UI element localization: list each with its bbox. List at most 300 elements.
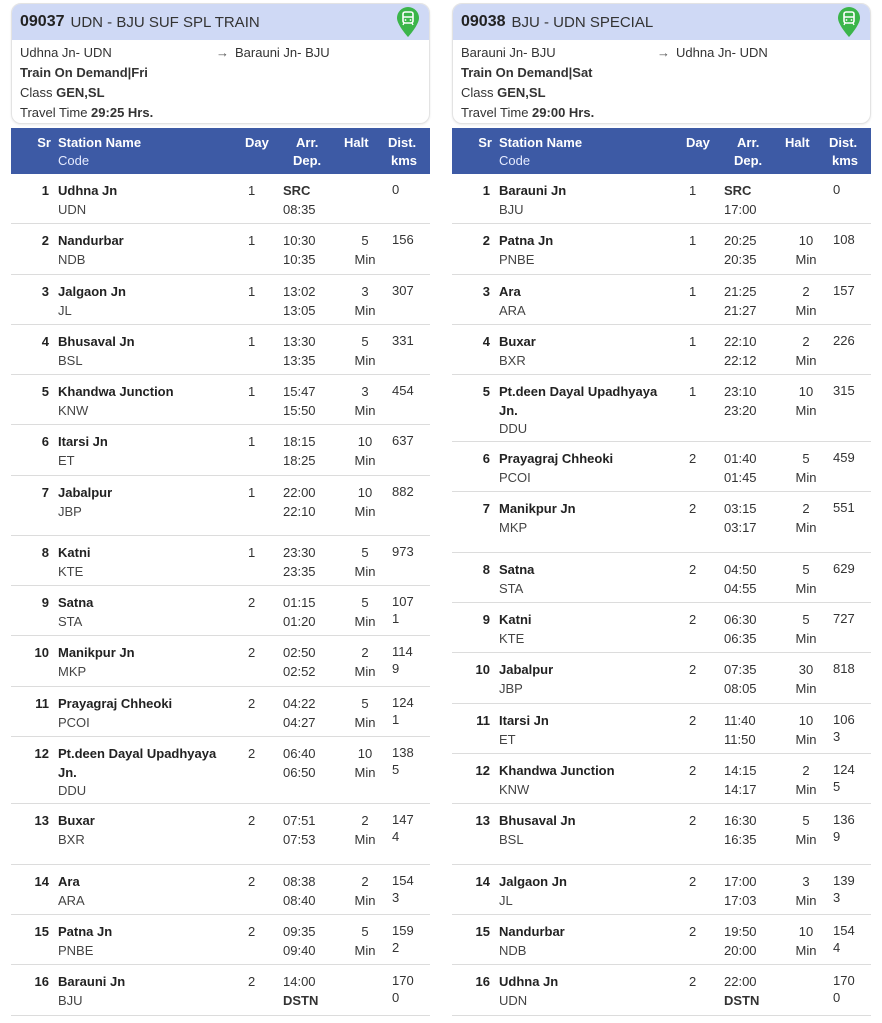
distance-kms: 882 <box>392 484 414 499</box>
station-sr: 5 <box>41 384 49 399</box>
halt-unit: Min <box>795 252 817 267</box>
class-info <box>461 83 862 103</box>
departure-time: 18:25 <box>283 453 316 468</box>
station-row[interactable] <box>452 375 871 442</box>
station-code: MKP <box>499 520 528 535</box>
arrival-time: 21:25 <box>724 284 757 299</box>
station-name: Manikpur Jn <box>499 501 576 516</box>
distance-kms: 637 <box>392 433 414 448</box>
distance-kms: 170 0 <box>392 973 414 1005</box>
distance-kms: 136 9 <box>833 812 855 844</box>
run-info <box>20 63 421 83</box>
station-day: 1 <box>248 434 256 449</box>
station-day: 2 <box>689 662 697 677</box>
station-row[interactable] <box>452 754 871 804</box>
class-label: Class <box>20 85 53 100</box>
halt-value: 2 <box>361 813 369 828</box>
station-sr: 7 <box>41 485 49 500</box>
halt-duration <box>792 499 820 537</box>
halt-value: 5 <box>361 545 369 560</box>
station-day: 1 <box>689 183 697 198</box>
station-code: MKP <box>58 664 87 679</box>
station-name: Katni <box>58 545 91 560</box>
header-dist: Dist. <box>388 135 417 150</box>
arrival-time: 07:35 <box>724 662 757 677</box>
station-day: 1 <box>248 485 256 500</box>
station-name: Buxar <box>499 334 536 349</box>
train-number: 09037 <box>20 13 65 30</box>
station-day: 2 <box>689 924 697 939</box>
arrival-time: 04:50 <box>724 562 757 577</box>
station-code: ARA <box>499 303 526 318</box>
station-sr: 16 <box>34 974 49 989</box>
distance-kms: 454 <box>392 383 414 398</box>
station-row[interactable] <box>452 492 871 553</box>
station-row[interactable] <box>11 804 430 865</box>
schedule-rows <box>452 174 871 1016</box>
distance-kms: 331 <box>392 333 414 348</box>
train-details <box>453 40 870 123</box>
station-name: Nandurbar <box>58 233 124 248</box>
station-day: 2 <box>248 924 256 939</box>
halt-duration <box>351 694 379 732</box>
halt-value: 5 <box>802 451 810 466</box>
station-sr: 13 <box>475 813 490 828</box>
station-code: JBP <box>58 504 82 519</box>
arrival-time: 23:30 <box>283 545 316 560</box>
station-row[interactable] <box>11 174 430 224</box>
station-row[interactable] <box>452 325 871 375</box>
departure-time: 01:20 <box>283 614 316 629</box>
class-label: Class <box>461 85 494 100</box>
halt-duration <box>792 332 820 370</box>
station-name: Nandurbar <box>499 924 565 939</box>
distance-kms: 629 <box>833 561 855 576</box>
station-name: Patna Jn <box>499 233 554 248</box>
station-sr: 15 <box>475 924 490 939</box>
station-name: Satna <box>58 595 94 610</box>
station-code: BSL <box>58 353 83 368</box>
arrival-time: 10:30 <box>283 233 316 248</box>
station-day: 2 <box>689 451 697 466</box>
departure-time: 11:50 <box>724 732 756 747</box>
halt-value: 5 <box>361 334 369 349</box>
train-info-card[interactable] <box>452 3 871 124</box>
halt-value: 10 <box>357 746 373 761</box>
station-day: 2 <box>248 645 256 660</box>
station-day: 2 <box>248 974 256 989</box>
station-row[interactable] <box>452 915 871 965</box>
station-day: 1 <box>689 233 697 248</box>
station-row[interactable] <box>11 687 430 737</box>
halt-value: 2 <box>361 874 369 889</box>
origin-station: Barauni Jn- BJU <box>461 45 556 60</box>
station-sr: 11 <box>35 696 49 711</box>
destination-station: Udhna Jn- UDN <box>676 45 768 60</box>
arrival-time: 22:00 <box>724 974 757 989</box>
halt-value: 10 <box>798 713 814 728</box>
halt-unit: Min <box>354 504 376 519</box>
train-title-bar <box>453 4 870 40</box>
halt-unit: Min <box>354 832 376 847</box>
station-day: 1 <box>689 284 697 299</box>
station-sr: 13 <box>34 813 49 828</box>
station-code: DDU <box>499 421 528 436</box>
arrival-time: 09:35 <box>283 924 316 939</box>
departure-time: 17:03 <box>724 893 757 908</box>
halt-value: 30 <box>798 662 814 677</box>
arrival-time: 04:22 <box>283 696 316 711</box>
departure-time: DSTN <box>283 993 319 1008</box>
distance-kms: 818 <box>833 661 855 676</box>
station-day: 2 <box>689 874 697 889</box>
station-day: 1 <box>248 284 256 299</box>
station-sr: 11 <box>476 713 490 728</box>
train-number: 09038 <box>461 13 506 30</box>
halt-unit: Min <box>795 681 817 696</box>
origin-station: Udhna Jn- UDN <box>20 45 112 60</box>
train-name: BJU - UDN SPECIAL <box>511 13 654 31</box>
station-day: 1 <box>248 384 256 399</box>
halt-unit: Min <box>795 403 817 418</box>
halt-duration <box>792 711 820 749</box>
station-row[interactable] <box>11 224 430 275</box>
station-row[interactable] <box>452 174 871 224</box>
arrival-time: 18:15 <box>283 434 316 449</box>
halt-unit: Min <box>795 520 817 535</box>
station-sr: 10 <box>475 662 490 677</box>
halt-duration <box>792 560 820 598</box>
distance-kms: 459 <box>833 450 855 465</box>
station-code: NDB <box>499 943 527 958</box>
halt-duration <box>351 972 379 991</box>
halt-value: 10 <box>357 485 373 500</box>
station-day: 2 <box>248 696 256 711</box>
route-line <box>20 43 421 63</box>
halt-duration <box>351 181 379 200</box>
departure-time: 06:50 <box>283 765 316 780</box>
departure-time: 13:35 <box>283 353 316 368</box>
arrow-right-icon: → <box>216 45 229 60</box>
header-halt: Halt <box>785 135 810 150</box>
distance-kms: 727 <box>833 611 855 626</box>
halt-value: 3 <box>802 874 810 889</box>
distance-kms: 307 <box>392 283 414 298</box>
halt-duration <box>792 231 820 269</box>
departure-time: 02:52 <box>283 664 316 679</box>
station-row[interactable] <box>452 603 871 653</box>
departure-time: 08:35 <box>283 202 316 217</box>
station-name: Jabalpur <box>58 485 113 500</box>
travel-time-value: 29:25 Hrs. <box>91 105 154 120</box>
distance-kms: 108 <box>833 232 855 247</box>
train-location-pin-icon[interactable] <box>836 6 862 38</box>
distance-kms: 124 1 <box>392 695 414 727</box>
station-sr: 9 <box>482 612 490 627</box>
station-sr: 5 <box>482 384 490 399</box>
station-row[interactable] <box>11 915 430 965</box>
halt-unit: Min <box>354 453 376 468</box>
distance-kms: 124 5 <box>833 762 855 794</box>
station-name: Udhna Jn <box>58 183 118 198</box>
arrival-time: 11:40 <box>724 713 756 728</box>
halt-value: 5 <box>802 562 810 577</box>
station-day: 1 <box>248 183 256 198</box>
distance-kms: 315 <box>833 383 855 398</box>
run-separator: | <box>568 65 573 80</box>
halt-value: 10 <box>798 924 814 939</box>
distance-kms: 107 1 <box>392 594 414 626</box>
station-row[interactable] <box>11 586 430 636</box>
station-code: UDN <box>58 202 87 217</box>
class-info <box>20 83 421 103</box>
destination-station: Barauni Jn- BJU <box>235 45 330 60</box>
halt-duration <box>351 811 379 849</box>
halt-unit: Min <box>354 303 376 318</box>
station-sr: 14 <box>475 874 490 889</box>
halt-duration <box>792 449 820 487</box>
halt-value: 5 <box>361 233 369 248</box>
travel-time-info <box>20 103 421 123</box>
halt-unit: Min <box>354 893 376 908</box>
station-sr: 1 <box>41 183 49 198</box>
departure-time: 20:35 <box>724 252 757 267</box>
halt-duration <box>351 282 379 320</box>
station-name: Bhusaval Jn <box>58 334 135 349</box>
arrival-time: 06:40 <box>283 746 316 761</box>
distance-kms: 0 <box>833 182 841 197</box>
departure-time: 20:00 <box>724 943 757 958</box>
departure-time: 22:12 <box>724 353 757 368</box>
halt-unit: Min <box>795 893 817 908</box>
station-day: 1 <box>248 334 256 349</box>
station-sr: 9 <box>41 595 49 610</box>
halt-duration <box>351 922 379 960</box>
halt-value: 10 <box>798 384 814 399</box>
departure-time: DSTN <box>724 993 760 1008</box>
station-sr: 8 <box>41 545 49 560</box>
station-row[interactable] <box>11 965 430 1016</box>
station-row[interactable] <box>452 865 871 915</box>
halt-duration <box>351 432 379 470</box>
station-code: STA <box>499 581 524 596</box>
halt-value: 2 <box>802 501 810 516</box>
run-type: Train On Demand <box>461 65 569 80</box>
halt-value: 2 <box>802 284 810 299</box>
station-code: PNBE <box>58 943 94 958</box>
halt-duration <box>351 872 379 910</box>
train-info-card[interactable] <box>11 3 430 124</box>
halt-value: 2 <box>802 334 810 349</box>
halt-value: 2 <box>802 763 810 778</box>
station-code: BXR <box>58 832 85 847</box>
departure-time: 01:45 <box>724 470 757 485</box>
run-info <box>461 63 862 83</box>
station-code: JL <box>58 303 72 318</box>
station-code: JL <box>499 893 513 908</box>
departure-time: 23:20 <box>724 403 757 418</box>
halt-value: 3 <box>361 384 369 399</box>
arrival-time: 14:15 <box>724 763 757 778</box>
halt-duration <box>351 332 379 370</box>
distance-kms: 170 0 <box>833 973 855 1005</box>
header-station-name: Station Name <box>499 135 583 150</box>
departure-time: 13:05 <box>283 303 316 318</box>
class-value: GEN,SL <box>56 85 105 100</box>
distance-kms: 159 2 <box>392 923 414 955</box>
arrival-time: 23:10 <box>724 384 757 399</box>
halt-unit: Min <box>354 252 376 267</box>
header-sr: Sr <box>478 135 492 150</box>
arrow-right-icon: → <box>657 45 670 60</box>
station-row[interactable] <box>11 425 430 476</box>
halt-duration <box>351 483 379 521</box>
train-details <box>12 40 429 123</box>
station-row[interactable] <box>452 442 871 492</box>
halt-unit: Min <box>795 732 817 747</box>
schedule-rows <box>11 174 430 1016</box>
station-day: 2 <box>248 874 256 889</box>
station-name: Satna <box>499 562 535 577</box>
departure-time: 03:17 <box>724 520 757 535</box>
halt-unit: Min <box>795 943 817 958</box>
station-row[interactable] <box>11 476 430 536</box>
station-row[interactable] <box>452 275 871 325</box>
station-sr: 16 <box>475 974 490 989</box>
halt-duration <box>351 593 379 631</box>
station-row[interactable] <box>452 553 871 603</box>
arrival-time: 15:47 <box>283 384 316 399</box>
station-row[interactable] <box>11 737 430 804</box>
station-row[interactable] <box>452 965 871 1016</box>
station-sr: 15 <box>34 924 49 939</box>
station-row[interactable] <box>11 536 430 586</box>
arrival-time: SRC <box>724 183 752 198</box>
station-row[interactable] <box>11 275 430 325</box>
arrival-time: 07:51 <box>283 813 316 828</box>
station-row[interactable] <box>11 375 430 425</box>
station-row[interactable] <box>452 804 871 865</box>
halt-duration <box>351 543 379 581</box>
train-location-pin-icon[interactable] <box>395 6 421 38</box>
station-row[interactable] <box>452 704 871 754</box>
distance-kms: 154 3 <box>392 873 414 905</box>
departure-time: 04:27 <box>283 715 316 730</box>
header-code: Code <box>499 153 531 168</box>
departure-time: 04:55 <box>724 581 757 596</box>
arrival-time: 13:30 <box>283 334 316 349</box>
station-code: KTE <box>58 564 84 579</box>
halt-duration <box>792 660 820 698</box>
halt-unit: Min <box>795 303 817 318</box>
route-line <box>461 43 862 63</box>
header-code: Code <box>58 153 90 168</box>
departure-time: 14:17 <box>724 782 757 797</box>
halt-duration <box>351 643 379 681</box>
station-row[interactable] <box>11 865 430 915</box>
station-day: 2 <box>689 763 697 778</box>
station-code: KTE <box>499 631 525 646</box>
header-dep: Dep. <box>734 153 763 168</box>
station-day: 1 <box>248 233 256 248</box>
header-arr: Arr. <box>296 135 319 150</box>
station-name: Khandwa Junction <box>499 763 615 778</box>
travel-time-value: 29:00 Hrs. <box>532 105 595 120</box>
arrival-time: 22:10 <box>724 334 757 349</box>
station-name: Ara <box>499 284 521 299</box>
header-day: Day <box>245 135 269 150</box>
distance-kms: 114 9 <box>392 644 413 676</box>
distance-kms: 0 <box>392 182 400 197</box>
arrival-time: 03:15 <box>724 501 757 516</box>
halt-unit: Min <box>354 765 376 780</box>
halt-unit: Min <box>354 564 376 579</box>
train-title-bar <box>12 4 429 40</box>
station-name: Buxar <box>58 813 95 828</box>
departure-time: 08:40 <box>283 893 316 908</box>
station-sr: 6 <box>482 451 490 466</box>
header-dep: Dep. <box>293 153 322 168</box>
halt-value: 5 <box>361 595 369 610</box>
distance-kms: 139 3 <box>833 873 855 905</box>
departure-time: 10:35 <box>283 252 316 267</box>
halt-duration <box>792 811 820 849</box>
station-sr: 4 <box>41 334 49 349</box>
arrival-time: 19:50 <box>724 924 757 939</box>
station-day: 2 <box>689 813 697 828</box>
departure-time: 22:10 <box>283 504 316 519</box>
header-dist: Dist. <box>829 135 858 150</box>
halt-unit: Min <box>795 470 817 485</box>
station-code: BSL <box>499 832 524 847</box>
station-name: Patna Jn <box>58 924 113 939</box>
halt-duration <box>792 872 820 910</box>
station-code: KNW <box>499 782 530 797</box>
station-row[interactable] <box>11 325 430 375</box>
station-row[interactable] <box>11 636 430 687</box>
station-name: Barauni Jn <box>499 183 567 198</box>
halt-unit: Min <box>795 581 817 596</box>
station-row[interactable] <box>452 653 871 704</box>
station-code: NDB <box>58 252 86 267</box>
halt-duration <box>792 610 820 648</box>
halt-unit: Min <box>354 403 376 418</box>
train-panel-09037 <box>11 3 430 1016</box>
halt-duration <box>351 382 379 420</box>
halt-duration <box>792 282 820 320</box>
station-row[interactable] <box>452 224 871 275</box>
station-name: Pt.deen Dayal Upadhyaya Jn. <box>58 746 217 780</box>
distance-kms: 138 5 <box>392 745 414 777</box>
station-sr: 2 <box>41 233 49 248</box>
station-name: Pt.deen Dayal Upadhyaya Jn. <box>499 384 658 418</box>
header-sr: Sr <box>37 135 51 150</box>
station-code: UDN <box>499 993 528 1008</box>
travel-time-label: Travel Time <box>461 105 529 120</box>
arrival-time: 13:02 <box>283 284 316 299</box>
station-code: DDU <box>58 783 87 798</box>
station-sr: 1 <box>482 183 490 198</box>
header-arr: Arr. <box>737 135 760 150</box>
arrival-time: 20:25 <box>724 233 757 248</box>
distance-kms: 147 4 <box>392 812 414 844</box>
halt-duration <box>792 761 820 799</box>
station-code: BJU <box>499 202 524 217</box>
arrival-time: 16:30 <box>724 813 757 828</box>
halt-unit: Min <box>354 715 376 730</box>
halt-duration <box>792 972 820 991</box>
halt-duration <box>792 382 820 420</box>
